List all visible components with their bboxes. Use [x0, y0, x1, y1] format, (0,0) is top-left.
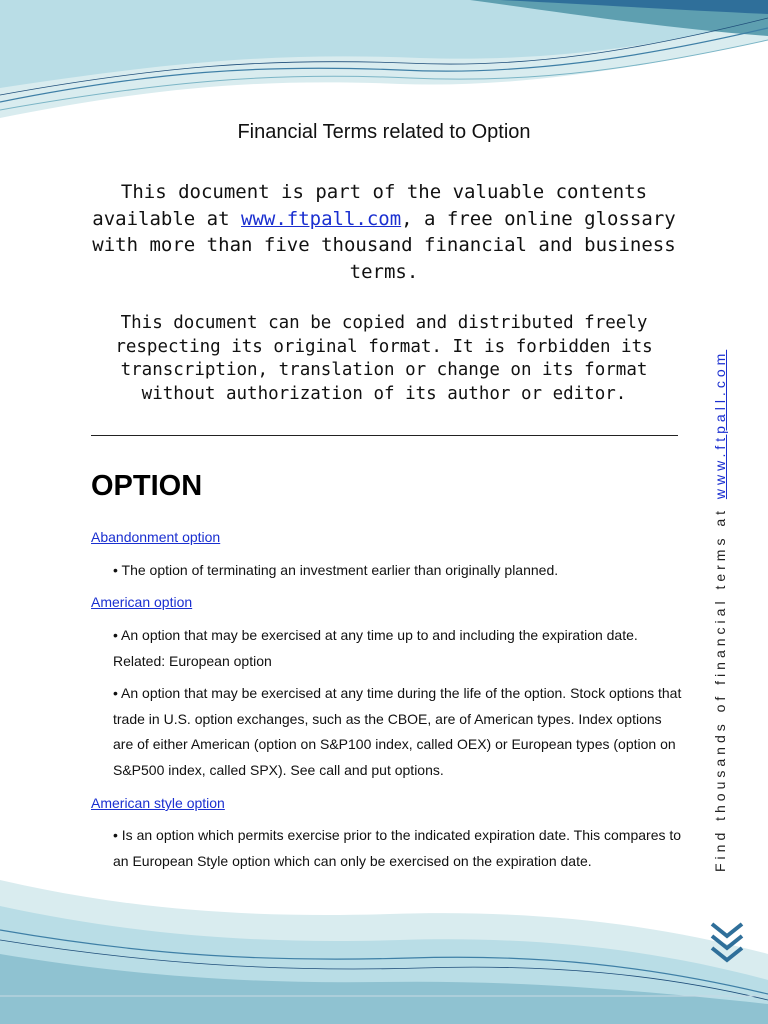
- intro-text-before: This document is part of the valuable contents available at: [92, 181, 648, 230]
- term-definition: • The option of terminating an investment earlier than originally planned.: [113, 562, 559, 578]
- term-link-american-style-option[interactable]: American style option: [91, 795, 225, 811]
- sidebar-promo: [712, 350, 728, 872]
- document-title: Financial Terms related to Option: [237, 121, 531, 143]
- sidebar-ftpall-link[interactable]: www.ftpall.com: [712, 349, 728, 500]
- top-wave-decoration: [0, 0, 768, 130]
- ftpall-link[interactable]: www.ftpall.com: [241, 207, 402, 230]
- chevrons-down-icon[interactable]: [708, 920, 746, 968]
- term-link-abandonment-option[interactable]: Abandonment option: [91, 529, 221, 545]
- section-heading: OPTION: [91, 470, 203, 502]
- bottom-wave-decoration: [0, 870, 768, 1024]
- term-definition: • Is an option which permits exercise prior to the indicated expiration date. This compares to an European Style option which can only be exercised on the expiration date.: [113, 827, 682, 869]
- section-divider: [91, 435, 678, 436]
- intro-text-after: , a free online glossary with more than five thousand financial and business terms.: [92, 207, 676, 283]
- term-definition: • An option that may be exercised at any time up to and including the expiration date. Related: European option: [113, 627, 638, 669]
- term-link-american-option[interactable]: American option: [91, 594, 193, 610]
- copyright-notice: This document can be copied and distributed freely respecting its original format. It is forbidden its transcription, translation or change on its format without authorization of its author or editor.: [115, 313, 653, 404]
- intro-paragraph: [80, 179, 688, 285]
- term-definition: • An option that may be exercised at any time during the life of the option. Stock options that trade in U.S. option exchanges, such as the CBOE, are of American types. Index options are of either American (option on S&P100 index, called OEX) or European types (option on S&P500 index, called SPX). See call and put options.: [113, 685, 682, 778]
- sidebar-text: Find thousands of financial terms at: [712, 499, 728, 872]
